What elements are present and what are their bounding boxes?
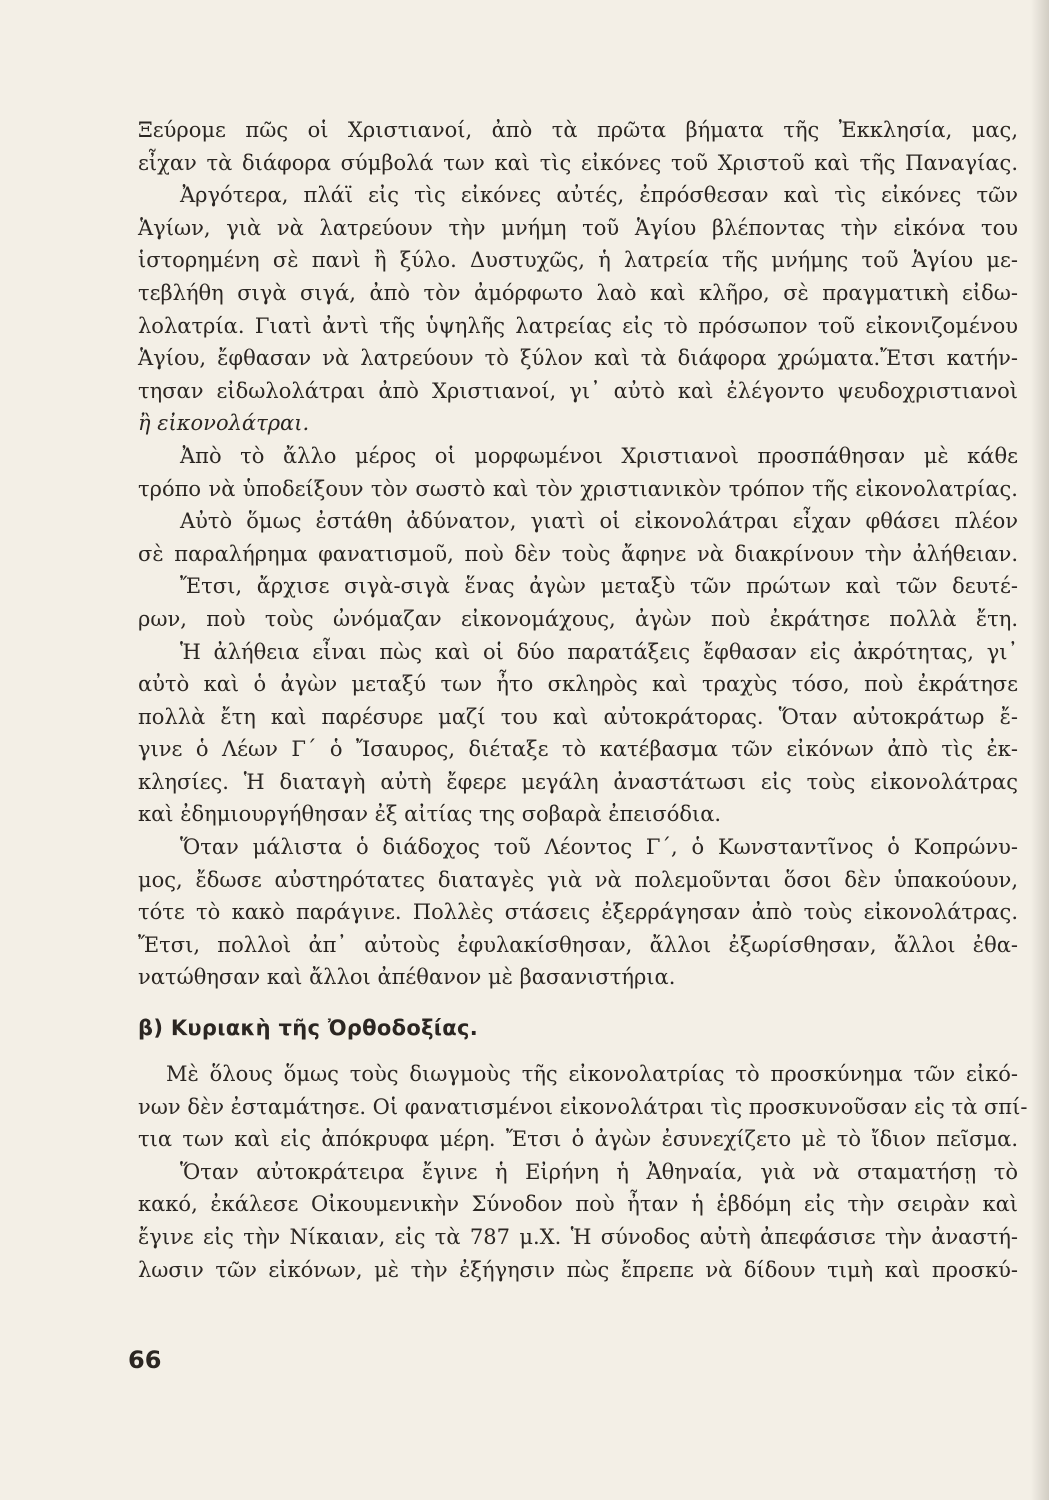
text-line: ρων, ποὺ τοὺς ὠνόμαζαν εἰκονομάχους, ἀγὼν ποὺ ἐκράτησε πολλὰ ἔτη. bbox=[138, 606, 1018, 631]
text-line: λολατρία. Γιατὶ ἀντὶ τῆς ὑψηλῆς λατρείας εἰς τὸ πρόσωπον τοῦ εἰκονιζομένου bbox=[138, 313, 1018, 338]
text-line: Ἔτσι, ἄρχισε σιγὰ-σιγὰ ἕνας ἀγὼν μεταξὺ τῶν πρώτων καὶ τῶν δευτέ- bbox=[180, 574, 1018, 599]
section-heading: β) Κυριακὴ τῆς Ὀρθοδοξίας. bbox=[138, 1016, 479, 1041]
text-line: τρόπο νὰ ὑποδείξουν τὸν σωστὸ καὶ τὸν χριστιανικὸν τρόπον τῆς εἰκονολατρίας. bbox=[138, 476, 1018, 501]
text-line: Ἁγίων, γιὰ νὰ λατρεύουν τὴν μνήμη τοῦ Ἁγίου βλέποντας τὴν εἰκόνα του bbox=[138, 215, 1018, 240]
text-line: ἢ εἰκονολάτραι. bbox=[138, 411, 310, 436]
text-line: τια των καὶ εἰς ἀπόκρυφα μέρη. Ἔτσι ὁ ἀγὼν ἐσυνεχίζετο μὲ τὸ ἴδιον πεῖσμα. bbox=[138, 1127, 1018, 1152]
paragraph-1 bbox=[138, 114, 1018, 179]
text-line: νων δὲν ἐσταμάτησε. Οἱ φανατισμένοι εἰκονολάτραι τὶς προσκυνοῦσαν εἰς τὰ σπί- bbox=[138, 1094, 1028, 1119]
text-line: Ὅταν μάλιστα ὁ διάδοχος τοῦ Λέοντος Γ´, ὁ Κωνσταντῖνος ὁ Κοπρώνυ- bbox=[180, 835, 1018, 860]
paragraph-2 bbox=[138, 179, 1018, 440]
text-line: γινε ὁ Λέων Γ´ ὁ Ἴσαυρος, διέταξε τὸ κατέβασμα τῶν εἰκόνων ἀπὸ τὶς ἐκ- bbox=[138, 737, 1018, 762]
paragraph-6 bbox=[138, 636, 1018, 832]
text-line: τότε τὸ κακὸ παράγινε. Πολλὲς στάσεις ἐξερράγησαν ἀπὸ τοὺς εἰκονολάτρας. bbox=[138, 900, 1018, 925]
paragraph-9 bbox=[138, 1156, 1018, 1286]
text-line: μος, ἔδωσε αὐστηρότατες διαταγὲς γιὰ νὰ πολεμοῦνται ὅσοι δὲν ὑπακούουν, bbox=[138, 867, 1018, 892]
text-line: Ἀργότερα, πλάϊ εἰς τὶς εἰκόνες αὐτές, ἐπρόσθεσαν καὶ τὶς εἰκόνες τῶν bbox=[180, 183, 1018, 208]
text-line: Ἀπὸ τὸ ἄλλο μέρος οἱ μορφωμένοι Χριστιανοὶ προσπάθησαν μὲ κάθε bbox=[180, 443, 1018, 468]
paragraph-7 bbox=[138, 831, 1018, 994]
text-line: Αὐτὸ ὅμως ἐστάθη ἀδύνατον, γιατὶ οἱ εἰκονολάτραι εἶχαν φθάσει πλέον bbox=[180, 509, 1018, 534]
text-line: ἱστορημένη σὲ πανὶ ἢ ξύλο. Δυστυχῶς, ἡ λατρεία τῆς μνήμης τοῦ Ἁγίου με- bbox=[138, 248, 1018, 273]
paragraph-5 bbox=[138, 570, 1018, 635]
text-line: εἶχαν τὰ διάφορα σύμβολά των καὶ τὶς εἰκόνες τοῦ Χριστοῦ καὶ τῆς Παναγίας. bbox=[138, 150, 1018, 175]
text-line: τεβλήθη σιγὰ σιγά, ἀπὸ τὸν ἀμόρφωτο λαὸ καὶ κλῆρο, σὲ πραγματικὴ εἰδω- bbox=[138, 280, 1018, 305]
paragraph-4 bbox=[138, 505, 1018, 570]
text-line: τησαν εἰδωλολάτραι ἀπὸ Χριστιανοί, γι᾽ αὐτὸ καὶ ἐλέγοντο ψευδοχριστιανοὶ bbox=[138, 378, 1018, 403]
text-line: Ἔτσι, πολλοὶ ἀπ᾽ αὐτοὺς ἐφυλακίσθησαν, ἄλλοι ἐξωρίσθησαν, ἄλλοι ἐθα- bbox=[138, 932, 1018, 957]
text-line: Μὲ ὅλους ὅμως τοὺς διωγμοὺς τῆς εἰκονολατρίας τὸ προσκύνημα τῶν εἰκό- bbox=[166, 1062, 1018, 1087]
text-line: Ἡ ἀλήθεια εἶναι πὼς καὶ οἱ δύο παρατάξεις ἔφθασαν εἰς ἀκρότητας, γι᾽ bbox=[180, 639, 1018, 664]
text-line: Ὅταν αὐτοκράτειρα ἔγινε ἡ Εἰρήνη ἡ Ἀθηναία, γιὰ νὰ σταματήσῃ τὸ bbox=[180, 1159, 1018, 1184]
text-line: καὶ ἐδημιουργήθησαν ἐξ αἰτίας της σοβαρὰ ἐπεισόδια. bbox=[138, 802, 722, 827]
text-line: νατώθησαν καὶ ἄλλοι ἀπέθανον μὲ βασανιστήρια. bbox=[138, 965, 676, 990]
paragraph-3 bbox=[138, 440, 1018, 505]
paragraph-8 bbox=[138, 1058, 1028, 1156]
text-body bbox=[138, 114, 1028, 1286]
text-line: κλησίες. Ἡ διαταγὴ αὐτὴ ἔφερε μεγάλη ἀναστάτωσι εἰς τοὺς εἰκονολάτρας bbox=[138, 769, 1018, 794]
text-line: κακό, ἐκάλεσε Οἰκουμενικὴν Σύνοδον ποὺ ἦταν ἡ ἑβδόμη εἰς τὴν σειρὰν καὶ bbox=[138, 1192, 1018, 1217]
text-line: λωσιν τῶν εἰκόνων, μὲ τὴν ἐξήγησιν πὼς ἔπρεπε νὰ δίδουν τιμὴ καὶ προσκύ- bbox=[138, 1257, 1018, 1282]
page-number: 66 bbox=[128, 1346, 162, 1374]
text-line: σὲ παραλήρημα φανατισμοῦ, ποὺ δὲν τοὺς ἄφηνε νὰ διακρίνουν τὴν ἀλήθειαν. bbox=[138, 541, 1018, 566]
text-line: Ἁγίου, ἔφθασαν νὰ λατρεύουν τὸ ξύλον καὶ τὰ διάφορα χρώματα.Ἔτσι κατήν- bbox=[138, 346, 1018, 371]
text-line: ἔγινε εἰς τὴν Νίκαιαν, εἰς τὰ 787 μ.Χ. Ἡ σύνοδος αὐτὴ ἀπεφάσισε τὴν ἀναστή- bbox=[138, 1225, 1018, 1249]
page-edge-shadow bbox=[1031, 0, 1049, 1500]
text-line: Ξεύρομε πῶς οἱ Χριστιανοί, ἀπὸ τὰ πρῶτα βήματα τῆς Ἐκκλησία, μας, bbox=[138, 118, 1018, 142]
text-line: αὐτὸ καὶ ὁ ἀγὼν μεταξύ των ἦτο σκληρὸς καὶ τραχὺς τόσο, ποὺ ἐκράτησε bbox=[138, 672, 1018, 697]
text-line: πολλὰ ἔτη καὶ παρέσυρε μαζί του καὶ αὐτοκράτορας. Ὅταν αὐτοκράτωρ ἔ- bbox=[138, 704, 1018, 729]
